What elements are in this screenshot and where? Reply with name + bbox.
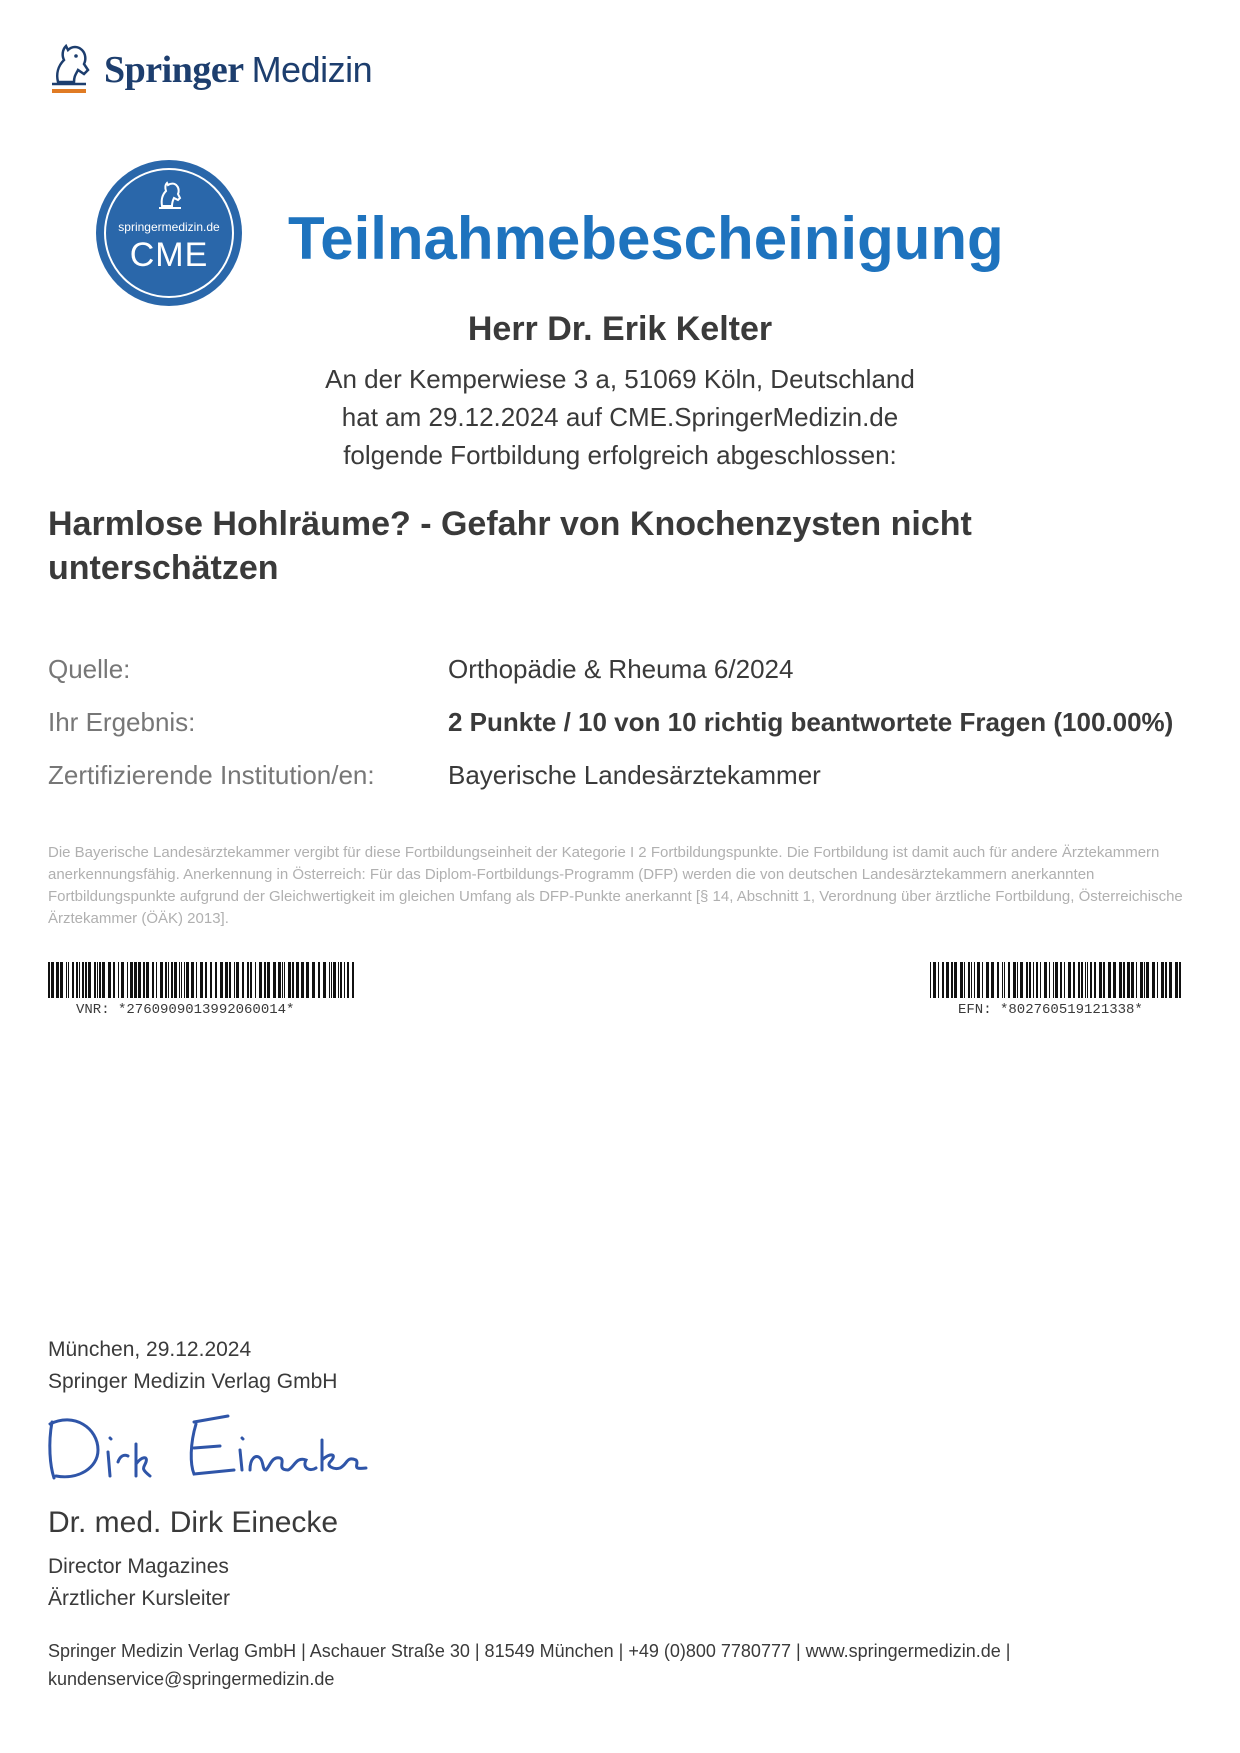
barcode-bar (930, 962, 931, 998)
barcode-bar (205, 962, 207, 998)
barcode-bar (160, 962, 163, 998)
barcode-bar (215, 962, 217, 998)
barcode-bar (99, 962, 101, 998)
barcode-bar (134, 962, 137, 998)
signer-name: Dr. med. Dirk Einecke (48, 1506, 339, 1539)
barcode-bar (181, 962, 182, 998)
barcode-bar (1085, 962, 1086, 998)
barcode-bar (200, 962, 203, 998)
barcode-bar (1068, 962, 1071, 998)
barcode-bar (1090, 962, 1092, 998)
barcode-bar (1017, 962, 1018, 998)
barcode-bar (1165, 962, 1167, 998)
barcode-bar (236, 962, 239, 998)
barcode-bar (247, 962, 249, 998)
barcode-bar (225, 962, 228, 998)
detail-label-source: Quelle: (48, 654, 131, 684)
barcode-bar (273, 962, 276, 998)
barcode-bar (1073, 962, 1075, 998)
barcode-bar (152, 962, 154, 998)
barcode-bar (1169, 962, 1172, 998)
barcode-bar (234, 962, 235, 998)
barcode-bar (242, 962, 244, 998)
barcode-bar (933, 962, 936, 998)
knight-horse-icon (48, 40, 92, 94)
barcode-bar (138, 962, 141, 998)
completion-line: hat am 29.12.2024 auf CME.SpringerMedizin.de (341, 402, 899, 432)
recipient-address: An der Kemperwiese 3 a, 51069 Köln, Deutschland (325, 364, 915, 394)
barcode-bar (220, 962, 223, 998)
barcode-bar (179, 962, 180, 998)
barcode-bar (1064, 962, 1065, 998)
barcode-bar (278, 962, 281, 998)
barcode-bar (1044, 962, 1047, 998)
barcode-bar (288, 962, 291, 998)
barcode-bar (982, 962, 983, 998)
barcode-bar (971, 962, 972, 998)
barcode-bar (156, 962, 157, 998)
barcode-bar (1131, 962, 1134, 998)
barcode-bar (974, 962, 975, 998)
publisher-name: Springer Medizin Verlag GmbH (48, 1370, 338, 1393)
barcode-bar (1013, 962, 1016, 998)
barcode-bar (942, 962, 944, 998)
barcode-bar (72, 962, 74, 998)
barcode-bar (991, 962, 994, 998)
badge-site: springermedizin.de (118, 220, 220, 234)
barcode-bar (1146, 962, 1149, 998)
barcode-bar (1108, 962, 1111, 998)
course-title: Harmlose Hohlräume? - Gefahr von Knochenzysten nicht unterschätzen (48, 505, 972, 587)
recipient-name: Herr Dr. Erik Kelter (467, 310, 773, 348)
barcode-bar (282, 962, 283, 998)
barcode-bar (1055, 962, 1058, 998)
barcode-bar (333, 962, 336, 998)
barcode-bar (79, 962, 80, 998)
barcode-bar (344, 962, 345, 998)
brand-name: Springer (104, 49, 244, 91)
barcode-bar (56, 962, 59, 998)
barcode-bar (960, 962, 963, 998)
barcode-bar (1157, 962, 1158, 998)
barcode-bar (118, 962, 119, 998)
barcode-bar (318, 962, 320, 998)
barcode-bar (68, 962, 69, 998)
barcode-bar (97, 962, 98, 998)
signer-role-secondary: Ärztlicher Kursleiter (48, 1587, 231, 1610)
barcode-bar (1113, 962, 1116, 998)
barcode-bar (1053, 962, 1054, 998)
barcode-bar (1179, 962, 1181, 998)
barcode-bar (143, 962, 145, 998)
barcode-bar (48, 962, 50, 998)
barcode-bar (165, 962, 167, 998)
detail-value-institution: Bayerische Landesärztekammer (448, 760, 821, 790)
barcode-bar (94, 962, 96, 998)
barcode-bar (296, 962, 299, 998)
barcode-bar (1036, 962, 1038, 998)
barcode-bar (338, 962, 339, 998)
barcode-bar (82, 962, 84, 998)
barcode-bar (229, 962, 231, 998)
barcode-bar (1087, 962, 1088, 998)
barcode-bar (1161, 962, 1164, 998)
barcode-bar (1078, 962, 1080, 998)
barcode-bar (146, 962, 149, 998)
brand-section: Medizin (251, 49, 373, 90)
barcode-bar (127, 962, 128, 998)
footer-contact: Springer Medizin Verlag GmbH | Aschauer Straße 30 | 81549 München | +49 (0)800 7780777 | www.springermedizin.de | kundenservice@springermedizin.de (48, 1641, 1011, 1689)
detail-label-result: Ihr Ergebnis: (48, 707, 196, 737)
document-title: Teilnahmebescheinigung (288, 205, 1004, 272)
barcode-bar (1049, 962, 1050, 998)
cme-badge (96, 160, 242, 306)
barcode-bar (196, 962, 197, 998)
vnr-number: VNR: *2760909013992060014* (76, 1002, 295, 1018)
barcode-bar (352, 962, 354, 998)
barcode-bar (329, 962, 330, 998)
barcode-bar (1002, 962, 1003, 998)
detail-value-result: 2 Punkte / 10 von 10 richtig beantwortete Fragen (100.00%) (448, 707, 1174, 737)
barcode-bar (259, 962, 262, 998)
barcode-bar (1103, 962, 1105, 998)
barcode-bar (347, 962, 349, 998)
barcode-bar (1060, 962, 1062, 998)
barcode-bar (1119, 962, 1122, 998)
barcode-bar (76, 962, 78, 998)
barcode-bar (184, 962, 185, 998)
barcode-bar (292, 962, 294, 998)
barcode-bar (938, 962, 939, 998)
detail-label-institution: Zertifizierende Institution/en: (48, 760, 375, 790)
badge-label: CME (129, 236, 209, 274)
barcode-bar (267, 962, 270, 998)
barcode-bar (210, 962, 212, 998)
barcode-bar (171, 962, 173, 998)
barcode-bar (88, 962, 91, 998)
barcode-bar (340, 962, 342, 998)
springer-medizin-logo (48, 40, 372, 96)
detail-value-source: Orthopädie & Rheuma 6/2024 (448, 654, 794, 684)
barcode-bar (1094, 962, 1096, 998)
barcode-bar (977, 962, 980, 998)
barcode-bar (113, 962, 115, 998)
signer-role: Director Magazines (48, 1555, 229, 1578)
barcode-bar (1175, 962, 1178, 998)
accreditation-note: Die Bayerische Landesärztekammer vergibt für diese Fortbildungseinheit der Kategorie I 2 Fortbildungspunkte. Die Fortbildung ist damit auch für andere Ärztekammern anerkennungsfähig. Anerkennung in Österreich: Für das Diplom-Fortbildungs-Programm (DFP) werden die von deutschen Landesärztekammern anerkannten Fortbildungspunkte aufgrund der Gleichwertigkeit im gleichen Umfang als DFP-Punkte anerkannt [§ 14, Abschnitt 1, Verordnung über ärztliche Fortbildung, Österreichische Ärztekammer (ÖÄK) 2013]. (48, 844, 1183, 927)
barcode-bar (1033, 962, 1034, 998)
barcode-bar (168, 962, 169, 998)
barcode-bar (1144, 962, 1145, 998)
handwritten-signature (44, 1404, 384, 1484)
barcode-bar (250, 962, 252, 998)
barcode-bar (312, 962, 315, 998)
barcode-bar (1029, 962, 1031, 998)
barcode-bar (1081, 962, 1083, 998)
barcode-bar (1099, 962, 1102, 998)
barcode-bar (964, 962, 965, 998)
barcode-bar (323, 962, 326, 998)
barcode-bar (1136, 962, 1137, 998)
barcode-bar (284, 962, 285, 998)
barcode-bar (968, 962, 970, 998)
barcode-bar (66, 962, 67, 998)
barcode-bar (1008, 962, 1010, 998)
barcode-bar (255, 962, 256, 998)
barcode-bar (191, 962, 194, 998)
barcode-bar (121, 962, 124, 998)
barcode-bar (102, 962, 105, 998)
barcode-bar (264, 962, 266, 998)
barcode-bar (174, 962, 177, 998)
barcode-bar (954, 962, 957, 998)
barcode-bar (1020, 962, 1023, 998)
completion-suffix: folgende Fortbildung erfolgreich abgeschlossen: (343, 440, 897, 470)
barcode-bar (986, 962, 989, 998)
barcode-bar (1152, 962, 1155, 998)
barcode-bar (1127, 962, 1130, 998)
barcode-bar (60, 962, 63, 998)
barcode-bar (186, 962, 189, 998)
barcode-bar (1123, 962, 1125, 998)
barcode-bar (130, 962, 133, 998)
barcode-bar (951, 962, 953, 998)
efn-number: EFN: *802760519121338* (958, 1002, 1143, 1018)
barcode-bar (51, 962, 54, 998)
barcode-bar (85, 962, 87, 998)
efn-barcode (930, 962, 1182, 998)
barcode-bar (997, 962, 999, 998)
barcode-bar (331, 962, 332, 998)
barcode-bar (1140, 962, 1143, 998)
barcode-bar (301, 962, 304, 998)
barcode-bar (306, 962, 309, 998)
barcode-bar (1040, 962, 1041, 998)
barcode-bar (108, 962, 111, 998)
barcode-bar (946, 962, 949, 998)
barcode-bar (1004, 962, 1005, 998)
place-date: München, 29.12.2024 (48, 1338, 252, 1361)
vnr-barcode (48, 962, 354, 998)
knight-horse-icon (156, 180, 184, 212)
barcode-bar (1026, 962, 1028, 998)
